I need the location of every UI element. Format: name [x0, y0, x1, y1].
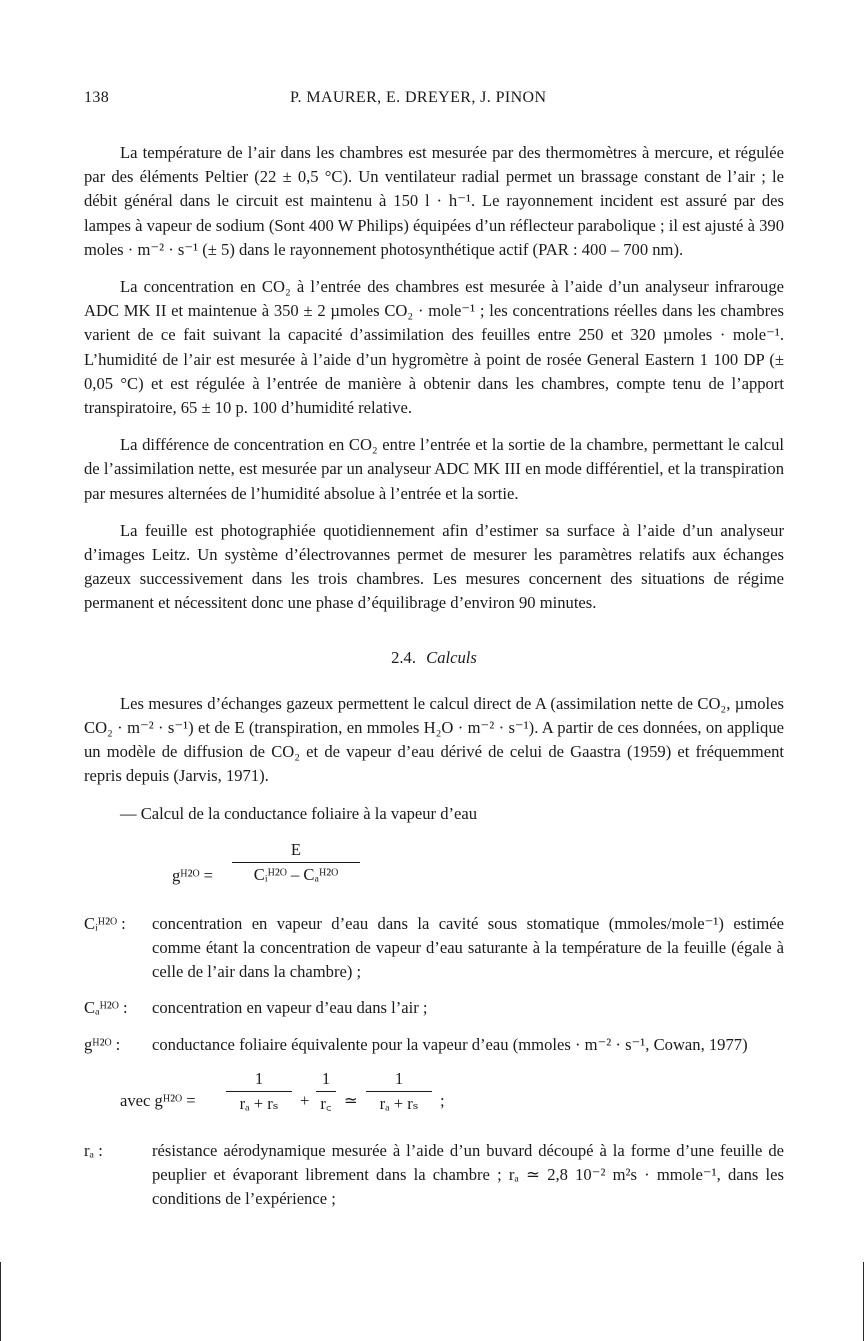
paragraph-leaf-photo: La feuille est photographiée quotidiennement afin d’estimer sa surface à l’aide d’un analyseur d’images Leitz. Un système d’électrovannes permet de mesurer les paramètres relatifs aux échanges gazeux successivement dans les trois chambres. Les mesures concernent des situations de régime permanent et nécessitent donc une phase d’équilibrage d’environ 90 minutes.: [84, 520, 784, 613]
approx-sign: ≃: [344, 1090, 358, 1110]
definition-text: concentration en vapeur d’eau dans la cavité sous stomatique (mmoles/mole⁻¹) estimée comme étant la concentration de vapeur d’eau saturante à la température de la feuille (égale à celle de l’air dans la chambre) ;: [152, 913, 784, 982]
fraction-numerator: 1: [321, 1068, 331, 1088]
equation-lhs: gᴴ²ᴼ =: [172, 865, 214, 885]
page-number: 138: [84, 89, 110, 106]
equation-suffix: ;: [440, 1090, 445, 1110]
paragraph-gas-exchange: Les mesures d’échanges gazeux permettent le calcul direct de A (assimilation nette de CO₂, µmoles CO₂ · m⁻² · s⁻¹) et de E (transpiration, en mmoles H₂O · m⁻² · s⁻¹). A partir de ces données, on applique un modèle de diffusion de CO₂ et de vapeur d’eau dérivé de celui de Gaastra (1959) et fréquemment repris depuis (Jarvis, 1971).: [84, 693, 784, 786]
paragraph-co2-concentration: La concentration en CO₂ à l’entrée des chambres est mesurée à l’aide d’un analyseur infrarouge ADC MK II et maintenue à 350 ± 2 µmoles CO₂ · mole⁻¹ ; les concentrations réelles dans les chambres varient de ce fait suivant la capacité d’assimilation des feuilles entre 250 et 320 µmoles · mole⁻¹. L’humidité de l’air est mesurée à l’aide d’un hygromètre à point de rosée General Eastern 1 100 DP (± 0,05 °C) et est régulée à l’entrée de manière à obtenir dans les chambres, compte tenu de l’apport transpiratoire, 65 ± 10 p. 100 d’humidité relative.: [84, 277, 784, 418]
equation-resistance: [84, 1069, 784, 1129]
definition-text: conductance foliaire équivalente pour la vapeur d’eau (mmoles · m⁻² · s⁻¹, Cowan, 1977): [152, 1034, 748, 1054]
fraction-denominator: r꜀: [320, 1093, 332, 1113]
definition-text: résistance aérodynamique mesurée à l’aide d’un buvard découpé à la forme d’une feuille de peuplier et évaporant librement dans la chambre ; rₐ ≃ 2,8 10⁻² m²s · mmole⁻¹, dans les conditions de l’expérience ;: [152, 1140, 784, 1209]
fraction-rc: [316, 1069, 336, 1114]
definition-ra: [84, 1139, 784, 1212]
fraction-numerator: 1: [254, 1068, 264, 1088]
definition-text: concentration en vapeur d’eau dans l’air ;: [152, 998, 428, 1018]
definition-symbol: rₐ :: [84, 1140, 103, 1160]
fraction-bar: [232, 862, 360, 863]
equation-denominator: Cᵢᴴ²ᴼ – Cₐᴴ²ᴼ: [253, 864, 339, 884]
fraction-bar: [226, 1091, 292, 1092]
equation-numerator: E: [290, 839, 302, 859]
fraction-denominator: rₐ + rₛ: [379, 1093, 419, 1113]
fraction-denominator: rₐ + rₛ: [239, 1093, 279, 1113]
equation-prefix: avec gᴴ²ᴼ =: [120, 1090, 196, 1110]
fraction-numerator: 1: [394, 1068, 404, 1088]
fraction-ra-rs: [226, 1069, 292, 1114]
left-margin-line: [0, 1262, 1, 1341]
page-header: [84, 86, 784, 110]
paragraph-temperature: La température de l’air dans les chambres est mesurée par des thermomètres à mercure, et régulée par des éléments Peltier (22 ± 0,5 °C). Un ventilateur radial permet un brassage constant de l’air ; le débit général dans le circuit est maintenu à 150 l · h⁻¹. Le rayonnement incident est assuré par des lampes à vapeur de sodium (Sont 400 W Philips) équipées d’un réflecteur parabolique ; il est ajusté à 390 moles · m⁻² · s⁻¹ (± 5) dans le rayonnement photosynthétique actif (PAR : 400 – 700 nm).: [84, 143, 784, 259]
definition-symbol: gᴴ²ᴼ :: [84, 1034, 121, 1054]
section-number: 2.4.: [391, 647, 416, 667]
right-margin-line: [863, 1262, 864, 1341]
definition-symbol: Cₐᴴ²ᴼ :: [84, 998, 128, 1018]
fraction-ra-rs-approx: [366, 1069, 432, 1114]
fraction-bar: [366, 1091, 432, 1092]
definition-ca: [84, 996, 784, 1020]
fraction-bar: [316, 1091, 336, 1092]
section-title: Calculs: [426, 647, 477, 667]
definition-g: [84, 1033, 784, 1057]
paragraph-differential: La différence de concentration en CO₂ entre l’entrée et la sortie de la chambre, permettant le calcul de l’assimilation nette, est mesurée par un analyseur ADC MK III en mode différentiel, et la transpiration par mesures alternées de l’humidité absolue à l’entrée et la sortie.: [84, 435, 784, 503]
equation-conductance: [84, 840, 784, 902]
plus-sign: +: [300, 1090, 310, 1110]
list-item: — Calcul de la conductance foliaire à la vapeur d’eau: [120, 803, 478, 823]
section-heading: [84, 646, 784, 670]
equation-fraction: [232, 840, 360, 885]
definition-ci: [84, 912, 784, 985]
body-text: [84, 141, 784, 1224]
running-head: P. MAURER, E. DREYER, J. PINON: [290, 89, 547, 106]
definitions-list: [84, 912, 784, 1057]
definition-symbol: Cᵢᴴ²ᴼ :: [84, 913, 126, 933]
